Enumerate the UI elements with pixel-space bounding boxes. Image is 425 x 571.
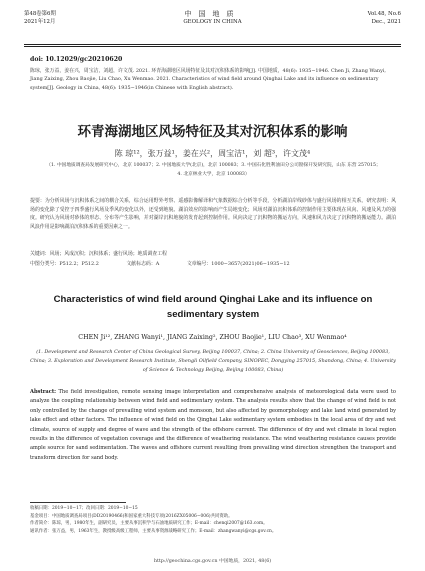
date-en: Dec., 2021 — [371, 19, 401, 25]
footnote-rule — [30, 502, 126, 503]
header-rule — [24, 44, 401, 45]
title-cn: 环青海湖地区风场特征及其对沉积体系的影响 — [77, 124, 348, 140]
citation: 陈琼，张万益，姜在兴，周宝洁，刘超，许文茂. 2021. 环青海湖地区风场特征及其对沉积体系的影响[J]. 中国地质，48(6): 1935−1946. Chen Ji, Zhang Wanyi, Jiang Zaixing, Zhou Baojie, Liu Chao, Xu Wenmao. 2021. Characteristics of wind field around Qinghai Lake and its influence on sedimentary system[J]. Geology in China, 48(6): 1935−1946(in Chinese with English abstract). — [30, 68, 386, 91]
affiliation-en: (1. Development and Research Center of China Geological Survey, Beijing 100037, China; 2. China University of Geosciences, Beijing 100083, China; 3. Exploration and Development Research Institute, Shengli Oilfield Company, SINOPEC, Dongying 257015, Shandong, China; 4. University of Science & Technology Beijing, Beijing 100083, China) — [30, 349, 396, 374]
footnote-corresponding: 通讯作者：张万益，男，1963年生，教授级高级工程师，主要从事资源战略研究工作；E-mail：zhangwanyi@cgs.gov.cn。 — [30, 528, 277, 534]
footnote-received: 收稿日期：2019−10−17；改回日期：2019−10−15 — [30, 506, 138, 511]
date-cn: 2021年12月 — [24, 19, 56, 25]
journal-name — [24, 10, 401, 26]
authors-cn: 陈 琼¹²，张万益¹，姜在兴²，周宝洁¹，刘 超³，许文茂⁴ — [114, 149, 311, 158]
authors-en: CHEN Ji¹², ZHANG Wanyi¹, JIANG Zaixing², ZHOU Baojie¹, LIU Chao³, XU Wenmao⁴ — [78, 334, 347, 341]
volume-issue-en: Vol.48, No.6 — [367, 11, 401, 17]
abstract-cn: 提要：为分析风场与沉积体系之间的耦合关系，综合运用野外考察、遥感影像解译和气象数据综合分析等手段，分析湖泊岸线砂体与盛行风场的相互关系。研究表明：风场的变化除了受控于四季盛行风场及季风的变化以外，还受到地貌、湖泊效应的影响而产生局地变化；风场对湖泊沉积体系的控制作用主要体现在风向、风速及风力的强度。研究认为风场对砂体的形态、分布等产生影响，并对湖岸沉积地貌的发育起到控制作用。风向决定了沉积物的搬运方向，风速和风力决定了沉积物的搬运能力。湖泊风浪作用是影响湖泊沉积体系的重要因素之一。 — [30, 198, 396, 231]
document-code: 文献标志码：A — [126, 261, 160, 267]
footnote-funding: 基金项目：中国地质调查局项目(DD20190466)和国家重大科技专项(2016ZX05006−006)共同资助。 — [30, 513, 233, 519]
clc-number: 中图分类号：P512.2；P512.2 — [30, 261, 99, 267]
journal-header — [24, 10, 401, 44]
article-meta-cn — [30, 260, 396, 267]
issue-info-en — [368, 10, 401, 26]
volume-issue-cn: 第48卷第6期 — [24, 11, 56, 17]
footnote-author: 作者简介：陈琼，男，1980年生，副研究员，主要从事沉积学与石油地质研究工作；E-mail：chenqi2007@163.com。 — [30, 521, 268, 527]
journal-name-en: GEOLOGY IN CHINA — [183, 19, 242, 25]
journal-name-cn: 中国地质 — [184, 10, 241, 18]
footnotes — [30, 505, 396, 535]
title-en: Characteristics of wind field around Qinghai Lake and its influence on sedimentary system — [53, 294, 373, 320]
header-rule-second — [24, 46, 401, 47]
affiliation-cn: （1. 中国地质调查局发展研究中心，北京 100037；2. 中国地质大学(北京)，北京 100083；3. 中国石化胜利油田分公司勘探开发研究院，山东 东营 257015；4. 北京林业大学，北京 100083） — [46, 163, 381, 177]
article-number: 文章编号：1000−3657(2021)06−1935−12 — [186, 261, 290, 267]
abstract-en-body: The field investigation, remote sensing image interpretation and comprehensive analysis of meteorological data were used to analyze the coupling relationship between wind field and sedimentary system. The analysis results show that the change of wind field is not only controlled by the change of prevailing wind system and monsoon, but also affected by geomorphology and lake land wind generated by lake effect and other factors. The influence of wind field on the Qinghai Lake sedimentary system embodies in the local area of dry and wet climate, source of supply and degree of wave and the strength of the offshore current. The difference of dry and wet climate in local region results in the difference of vegetation coverage and the difference of weathering resistance. The wind weathering resistance causes provide ample source for sand sedimentation. The waves and offshore current resulting from prevailing wind direction strengthen the transport and transform direction for sand body. — [30, 389, 396, 461]
abstract-en — [30, 388, 396, 463]
keywords-cn: 关键词：风场；风成沉积；沉积体系；盛行风场；地质调查工程 — [30, 251, 167, 257]
abstract-en-label: Abstract: — [30, 389, 57, 395]
page-footer[interactable]: http://geochina.cgs.gov.cn 中国地质，2021, 48(6) — [153, 559, 272, 564]
doi[interactable]: doi: 10.12029/gc20210620 — [30, 56, 123, 63]
